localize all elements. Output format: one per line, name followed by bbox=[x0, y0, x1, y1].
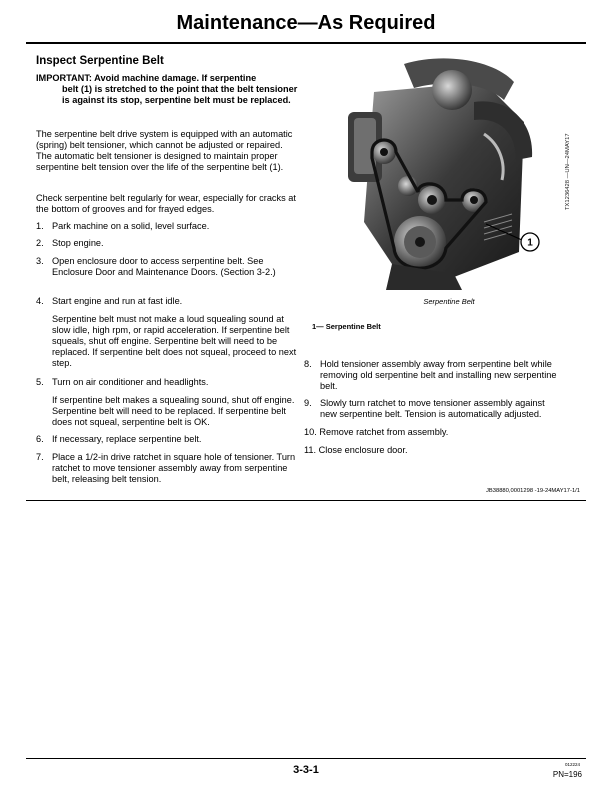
intro-paragraph-1: The serpentine belt drive system is equipped with an automatic (spring) belt tensioner, which cannot be adjusted or repaired. The automatic belt tensioner is designed to maintain proper serpentine belt tension over the life of the serpentine belt (1). bbox=[36, 129, 293, 172]
step-number: 2. bbox=[36, 238, 44, 248]
step-number: 4. bbox=[36, 296, 44, 306]
step-text: Hold tensioner assembly away from serpentine belt while removing old serpentine belt and installing new serpentine belt. bbox=[320, 359, 557, 391]
serpentine-belt-engine-illustration bbox=[334, 52, 560, 290]
step-text: Slowly turn ratchet to move tensioner assembly against new serpentine belt. Tension is automatically adjusted. bbox=[320, 398, 545, 419]
footer-rule bbox=[26, 758, 586, 759]
important-notice bbox=[36, 73, 298, 106]
step-text: Open enclosure door to access serpentine belt. See Enclosure Door and Maintenance Doors. (Section 3-2.) bbox=[52, 256, 276, 277]
figure-caption: Serpentine Belt bbox=[423, 297, 475, 306]
step-text: 10. Remove ratchet from assembly. bbox=[304, 427, 449, 437]
callout-number: 1 bbox=[527, 237, 533, 249]
footer-small-code: 012224 bbox=[564, 762, 580, 767]
important-rest: belt (1) is stretched to the point that the belt tensioner is against its stop, serpentine belt must be replaced. bbox=[62, 84, 298, 105]
step-text: Stop engine. bbox=[52, 238, 104, 248]
step-text: Place a 1/2-in drive ratchet in square hole of tensioner. Turn ratchet to move tensioner assembly away from serpentine belt, releasing belt tension. bbox=[52, 452, 296, 484]
document-code: JB38880,0001298 -19-24MAY17-1/1 bbox=[486, 488, 580, 494]
page-pn: PN=196 bbox=[552, 770, 582, 779]
step-note: Serpentine belt must not make a loud squealing sound at slow idle, high rpm, or rapid acceleration. If serpentine belt squeals, shut off engine. Serpentine belt will need to be replaced. If serpentine belt does not squeal, proceed to next step. bbox=[52, 314, 297, 368]
page-number: 3-3-1 bbox=[293, 764, 319, 776]
step-number: 5. bbox=[36, 377, 44, 387]
step-number: 3. bbox=[36, 256, 44, 266]
step-number: 8. bbox=[304, 359, 312, 369]
step-text: 11. Close enclosure door. bbox=[304, 445, 408, 455]
step-number: 9. bbox=[304, 398, 312, 408]
step-text: Turn on air conditioner and headlights. bbox=[52, 377, 209, 387]
step-number: 1. bbox=[36, 221, 44, 231]
step-text: Park machine on a solid, level surface. bbox=[52, 221, 210, 231]
section-heading: Inspect Serpentine Belt bbox=[36, 55, 164, 67]
step-text: If necessary, replace serpentine belt. bbox=[52, 434, 202, 444]
important-line1: IMPORTANT: Avoid machine damage. If serpentine bbox=[36, 73, 257, 83]
intro-paragraph-2: Check serpentine belt regularly for wear, especially for cracks at the bottom of grooves and for frayed edges. bbox=[36, 193, 296, 214]
step-number: 6. bbox=[36, 434, 44, 444]
step-note: If serpentine belt makes a squealing sound, shut off engine. Serpentine belt will need to be replaced. If serpentine belt does not squeal, serpentine belt is OK. bbox=[52, 395, 295, 427]
figure-side-code: TX1236428 —UN—24MAY17 bbox=[565, 133, 571, 210]
step-text: Start engine and run at fast idle. bbox=[52, 296, 183, 306]
page-title: Maintenance—As Required bbox=[176, 12, 436, 34]
figure-legend: 1— Serpentine Belt bbox=[312, 322, 381, 331]
step-number: 7. bbox=[36, 452, 44, 462]
